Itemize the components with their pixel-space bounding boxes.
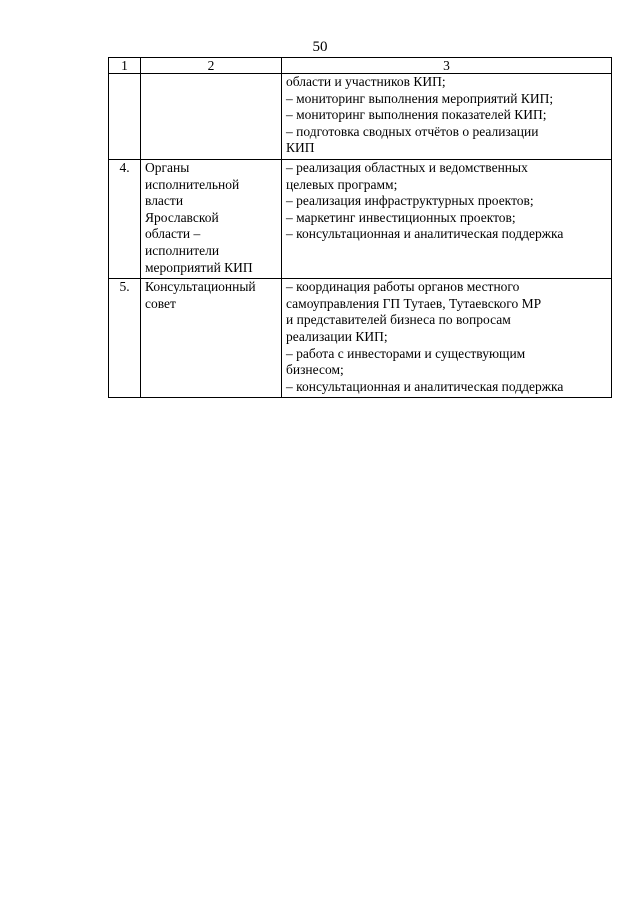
responsibility-table — [108, 57, 612, 398]
function-line: – консультационная и аналитическая поддержка — [286, 378, 564, 394]
body-line: совет — [145, 295, 176, 311]
function-line: области и участников КИП; — [286, 74, 446, 89]
function-line: самоуправления ГП Тутаев, Тутаевского МР — [286, 295, 542, 311]
function-line: – работа с инвесторами и существующим — [286, 345, 526, 361]
table-row — [109, 279, 612, 398]
function-line: – реализация инфраструктурных проектов; — [286, 193, 534, 209]
table-row — [109, 159, 612, 278]
functions-cell — [282, 74, 612, 160]
body-line: области – — [145, 226, 201, 242]
function-line: – мониторинг выполнения показателей КИП; — [286, 107, 547, 123]
body-cell — [141, 279, 282, 398]
table-header-row — [109, 58, 612, 74]
function-line: целевых программ; — [286, 176, 398, 192]
row-number: 4. — [109, 159, 141, 278]
functions-cell — [282, 159, 612, 278]
functions-cell — [282, 279, 612, 398]
function-line: – консультационная и аналитическая поддержка — [286, 226, 564, 242]
header-col-3: 3 — [282, 58, 612, 74]
body-line: Органы — [145, 159, 190, 175]
function-line: КИП — [286, 140, 315, 156]
body-cell — [141, 74, 282, 160]
header-col-2: 2 — [141, 58, 282, 74]
function-line: – координация работы органов местного — [286, 279, 520, 295]
function-line: и представителей бизнеса по вопросам — [286, 312, 511, 328]
table-row — [109, 74, 612, 160]
function-line: – мониторинг выполнения мероприятий КИП; — [286, 90, 554, 106]
header-col-1: 1 — [109, 58, 141, 74]
function-line: – маркетинг инвестиционных проектов; — [286, 209, 516, 225]
function-line: бизнесом; — [286, 362, 344, 378]
page-number: 50 — [312, 39, 328, 55]
body-line: Консультационный — [145, 279, 256, 295]
function-line: – реализация областных и ведомственных — [286, 159, 528, 175]
body-cell — [141, 159, 282, 278]
function-line: – подготовка сводных отчётов о реализации — [286, 123, 539, 139]
body-line: власти — [145, 193, 184, 209]
row-number — [109, 74, 141, 160]
body-line: Ярославской — [145, 209, 219, 225]
body-line: исполнители — [145, 242, 220, 258]
body-line: мероприятий КИП — [145, 259, 253, 275]
function-line: реализации КИП; — [286, 328, 388, 344]
row-number: 5. — [109, 279, 141, 398]
body-line: исполнительной — [145, 176, 240, 192]
